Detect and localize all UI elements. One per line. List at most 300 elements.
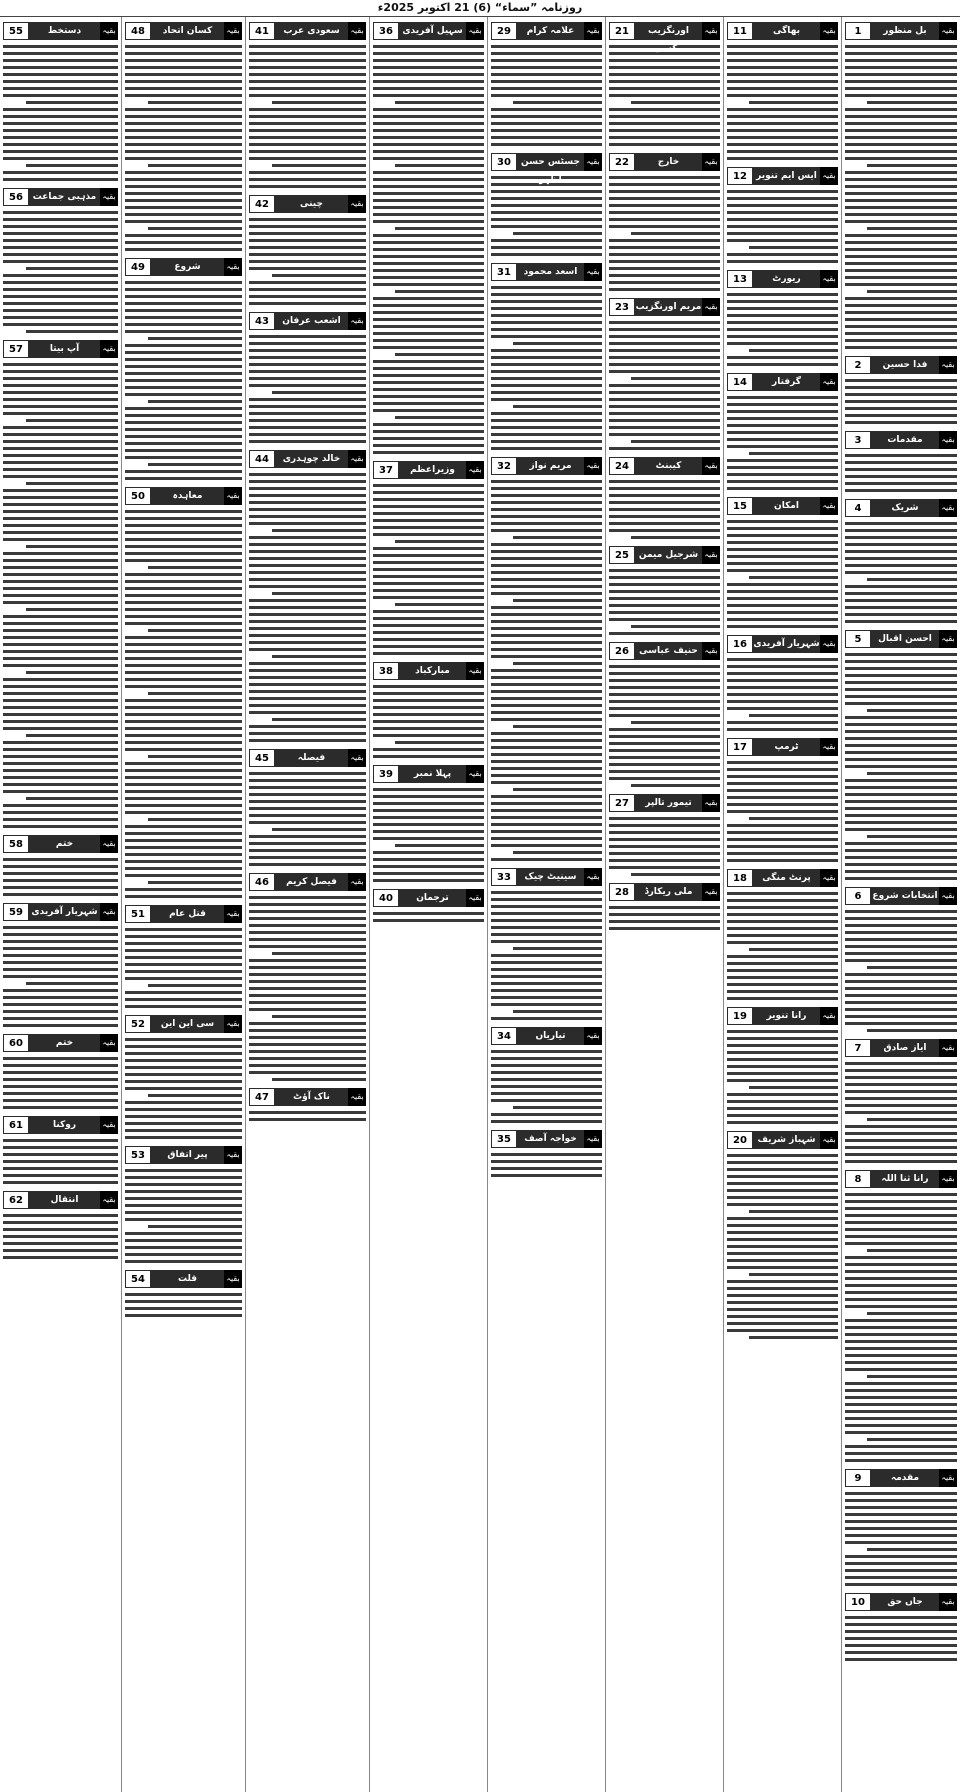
continuation-header bbox=[845, 1170, 957, 1188]
text-line bbox=[845, 1097, 957, 1100]
text-line bbox=[125, 762, 242, 765]
text-line bbox=[609, 211, 720, 214]
text-line bbox=[249, 704, 366, 707]
text-line bbox=[125, 248, 242, 251]
continuation-header bbox=[3, 1116, 118, 1134]
text-line bbox=[727, 122, 838, 125]
text-line bbox=[727, 1315, 838, 1318]
text-line bbox=[727, 115, 838, 118]
continuation-tag: بقیہ bbox=[584, 868, 602, 886]
text-line bbox=[26, 545, 118, 548]
text-line bbox=[125, 1307, 242, 1310]
text-line bbox=[727, 803, 838, 806]
text-line bbox=[727, 962, 838, 965]
text-line bbox=[845, 220, 957, 223]
continuation-number: 36 bbox=[373, 22, 399, 40]
continuation-number: 25 bbox=[609, 546, 635, 564]
text-line bbox=[609, 494, 720, 497]
article-text bbox=[727, 759, 838, 866]
text-line bbox=[491, 858, 602, 861]
text-line bbox=[373, 816, 484, 819]
text-line bbox=[845, 45, 957, 48]
article-text bbox=[125, 279, 242, 484]
text-line bbox=[3, 685, 118, 688]
text-line bbox=[373, 87, 484, 90]
continuation-tag: بقیہ bbox=[939, 887, 957, 905]
text-line bbox=[609, 342, 720, 345]
text-line bbox=[845, 606, 957, 609]
text-line bbox=[845, 1459, 957, 1462]
continuation-title: رانا ثنا اللہ bbox=[881, 1174, 929, 1184]
text-line bbox=[727, 73, 838, 76]
text-line bbox=[125, 52, 242, 55]
text-line bbox=[125, 1066, 242, 1069]
text-line bbox=[845, 1340, 957, 1343]
text-line bbox=[845, 1242, 957, 1245]
text-line bbox=[373, 402, 484, 405]
text-line bbox=[3, 975, 118, 978]
continuation-tag: بقیہ bbox=[584, 457, 602, 475]
continuation-block bbox=[727, 494, 838, 632]
text-line bbox=[26, 671, 118, 674]
text-line bbox=[845, 1022, 957, 1025]
text-line bbox=[845, 945, 957, 948]
text-line bbox=[609, 356, 720, 359]
column-3 bbox=[605, 17, 723, 1792]
text-line bbox=[249, 585, 366, 588]
text-line bbox=[749, 1273, 838, 1276]
text-line bbox=[373, 858, 484, 861]
text-line bbox=[249, 578, 366, 581]
text-line bbox=[373, 526, 484, 529]
article-text bbox=[727, 43, 838, 164]
text-line bbox=[3, 253, 118, 256]
text-line bbox=[125, 1183, 242, 1186]
text-line bbox=[727, 1065, 838, 1068]
text-line bbox=[373, 66, 484, 69]
text-line bbox=[609, 866, 720, 869]
text-line bbox=[125, 1204, 242, 1207]
text-line bbox=[125, 386, 242, 389]
text-line bbox=[373, 381, 484, 384]
text-line bbox=[513, 232, 602, 235]
text-line bbox=[727, 892, 838, 895]
text-line bbox=[373, 879, 484, 882]
text-line bbox=[373, 451, 484, 454]
text-line bbox=[3, 316, 118, 319]
article-text bbox=[845, 1060, 957, 1167]
continuation-block bbox=[491, 454, 602, 865]
text-line bbox=[491, 1153, 602, 1156]
article-text bbox=[845, 1490, 957, 1590]
text-line bbox=[148, 629, 242, 632]
text-line bbox=[491, 746, 602, 749]
text-line bbox=[609, 742, 720, 745]
article-text bbox=[845, 452, 957, 496]
text-line bbox=[148, 337, 242, 340]
text-line bbox=[373, 52, 484, 55]
text-line bbox=[3, 1085, 118, 1088]
continuation-title: کسان اتحاد bbox=[162, 26, 213, 36]
text-line bbox=[249, 550, 366, 553]
text-line bbox=[249, 377, 366, 380]
text-line bbox=[249, 697, 366, 700]
text-line bbox=[491, 239, 602, 242]
continuation-number: 50 bbox=[125, 487, 151, 505]
text-line bbox=[491, 45, 602, 48]
text-line bbox=[845, 1069, 957, 1072]
text-line bbox=[3, 178, 118, 181]
text-line bbox=[845, 489, 957, 492]
text-line bbox=[3, 706, 118, 709]
text-line bbox=[125, 220, 242, 223]
text-line bbox=[609, 183, 720, 186]
continuation-number: 15 bbox=[727, 497, 753, 515]
text-line bbox=[125, 998, 242, 1001]
text-line bbox=[491, 989, 602, 992]
text-line bbox=[249, 786, 366, 789]
text-line bbox=[249, 980, 366, 983]
text-line bbox=[373, 108, 484, 111]
text-line bbox=[3, 115, 118, 118]
text-line bbox=[491, 767, 602, 770]
continuation-title: روکنا bbox=[52, 1120, 77, 1130]
text-line bbox=[727, 321, 838, 324]
text-line bbox=[727, 520, 838, 523]
text-line bbox=[125, 832, 242, 835]
text-line bbox=[3, 218, 118, 221]
continuation-header bbox=[727, 167, 838, 185]
continuation-header bbox=[125, 1015, 242, 1033]
text-line bbox=[845, 1431, 957, 1434]
text-line bbox=[727, 527, 838, 530]
continuation-block bbox=[727, 267, 838, 370]
text-line bbox=[373, 234, 484, 237]
text-line bbox=[727, 672, 838, 675]
text-line bbox=[845, 1623, 957, 1626]
continuation-tag: بقیہ bbox=[348, 195, 366, 213]
text-line bbox=[125, 330, 242, 333]
article-text bbox=[373, 43, 484, 458]
text-line bbox=[125, 685, 242, 688]
text-line bbox=[727, 1301, 838, 1304]
continuation-header bbox=[845, 499, 957, 517]
text-line bbox=[513, 788, 602, 791]
continuation-tag: بقیہ bbox=[100, 903, 118, 921]
text-line bbox=[125, 421, 242, 424]
text-line bbox=[845, 241, 957, 244]
text-line bbox=[845, 744, 957, 747]
text-line bbox=[845, 994, 957, 997]
continuation-number: 32 bbox=[491, 457, 517, 475]
text-line bbox=[727, 824, 838, 827]
text-line bbox=[249, 1043, 366, 1046]
text-line bbox=[3, 741, 118, 744]
continuation-block bbox=[491, 19, 602, 150]
continuation-number: 39 bbox=[373, 765, 399, 783]
article-text bbox=[3, 209, 118, 337]
text-line bbox=[631, 536, 720, 539]
text-line bbox=[727, 721, 838, 724]
article-text bbox=[727, 656, 838, 735]
text-line bbox=[125, 643, 242, 646]
text-line bbox=[249, 129, 366, 132]
text-line bbox=[845, 807, 957, 810]
text-line bbox=[125, 323, 242, 326]
text-line bbox=[845, 475, 957, 478]
continuation-header bbox=[491, 1027, 602, 1045]
text-line bbox=[249, 143, 366, 146]
text-line bbox=[3, 302, 118, 305]
text-line bbox=[3, 122, 118, 125]
text-line bbox=[373, 561, 484, 564]
text-line bbox=[249, 150, 366, 153]
continuation-header bbox=[609, 153, 720, 171]
text-line bbox=[125, 783, 242, 786]
article-text bbox=[3, 1055, 118, 1113]
continuation-number: 6 bbox=[845, 887, 871, 905]
text-line bbox=[491, 781, 602, 784]
text-line bbox=[148, 566, 242, 569]
text-line bbox=[491, 1017, 602, 1020]
text-line bbox=[125, 811, 242, 814]
text-line bbox=[3, 510, 118, 513]
continuation-tag: بقیہ bbox=[702, 883, 720, 901]
continuation-number: 7 bbox=[845, 1039, 871, 1057]
text-line bbox=[491, 1167, 602, 1170]
text-line bbox=[125, 949, 242, 952]
text-line bbox=[373, 589, 484, 592]
text-line bbox=[727, 976, 838, 979]
text-line bbox=[125, 748, 242, 751]
text-line bbox=[867, 164, 957, 167]
text-line bbox=[609, 529, 720, 532]
text-line bbox=[845, 1291, 957, 1294]
text-line bbox=[609, 190, 720, 193]
text-line bbox=[249, 896, 366, 899]
continuation-title: شروع bbox=[174, 262, 201, 272]
text-line bbox=[3, 538, 118, 541]
text-line bbox=[727, 225, 838, 228]
text-line bbox=[125, 608, 242, 611]
text-line bbox=[845, 1368, 957, 1371]
text-line bbox=[727, 618, 838, 621]
text-line bbox=[3, 1153, 118, 1156]
text-line bbox=[3, 1106, 118, 1109]
continuation-tag: بقیہ bbox=[224, 258, 242, 276]
text-line bbox=[845, 1298, 957, 1301]
text-line bbox=[249, 288, 366, 291]
text-line bbox=[3, 211, 118, 214]
text-line bbox=[249, 1001, 366, 1004]
text-line bbox=[491, 293, 602, 296]
text-line bbox=[3, 225, 118, 228]
text-line bbox=[609, 665, 720, 668]
text-line bbox=[727, 1224, 838, 1227]
text-line bbox=[845, 1277, 957, 1280]
text-line bbox=[727, 899, 838, 902]
text-line bbox=[845, 814, 957, 817]
text-line bbox=[395, 416, 484, 419]
text-line bbox=[727, 625, 838, 628]
continuation-header bbox=[845, 431, 957, 449]
text-line bbox=[125, 351, 242, 354]
text-line bbox=[491, 592, 602, 595]
continuation-number: 26 bbox=[609, 642, 635, 660]
text-line bbox=[727, 775, 838, 778]
text-line bbox=[491, 564, 602, 567]
text-line bbox=[373, 283, 484, 286]
continuation-number: 34 bbox=[491, 1027, 517, 1045]
text-line bbox=[845, 931, 957, 934]
continuation-number: 40 bbox=[373, 889, 399, 907]
text-line bbox=[125, 1038, 242, 1041]
continuation-header bbox=[727, 373, 838, 391]
text-line bbox=[845, 1263, 957, 1266]
text-line bbox=[373, 157, 484, 160]
continuation-header bbox=[727, 22, 838, 40]
continuation-tag: بقیہ bbox=[224, 487, 242, 505]
text-line bbox=[845, 1583, 957, 1586]
text-line bbox=[3, 129, 118, 132]
text-line bbox=[845, 346, 957, 349]
text-line bbox=[125, 185, 242, 188]
text-line bbox=[249, 80, 366, 83]
continuation-number: 19 bbox=[727, 1007, 753, 1025]
text-line bbox=[609, 426, 720, 429]
continuation-number: 18 bbox=[727, 869, 753, 887]
text-line bbox=[125, 379, 242, 382]
text-line bbox=[609, 749, 720, 752]
continuation-block bbox=[845, 1466, 957, 1590]
text-line bbox=[609, 225, 720, 228]
continuation-header bbox=[845, 887, 957, 905]
text-line bbox=[125, 1080, 242, 1083]
text-line bbox=[3, 412, 118, 415]
text-line bbox=[845, 660, 957, 663]
text-line bbox=[727, 403, 838, 406]
text-line bbox=[125, 545, 242, 548]
article-text bbox=[125, 1036, 242, 1143]
text-line bbox=[249, 440, 366, 443]
text-line bbox=[249, 690, 366, 693]
text-line bbox=[125, 108, 242, 111]
text-line bbox=[249, 508, 366, 511]
text-line bbox=[727, 534, 838, 537]
text-line bbox=[845, 716, 957, 719]
continuation-tag: بقیہ bbox=[100, 835, 118, 853]
text-line bbox=[727, 45, 838, 48]
text-line bbox=[3, 503, 118, 506]
text-line bbox=[845, 758, 957, 761]
text-line bbox=[491, 655, 602, 658]
text-line bbox=[845, 1506, 957, 1509]
continuation-header bbox=[373, 461, 484, 479]
text-line bbox=[125, 531, 242, 534]
continuation-title: مبارکباد bbox=[415, 666, 450, 676]
text-line bbox=[845, 1008, 957, 1011]
text-line bbox=[727, 438, 838, 441]
text-line bbox=[491, 753, 602, 756]
text-line bbox=[125, 234, 242, 237]
continuation-title: ختم bbox=[55, 839, 74, 849]
article-text bbox=[125, 1167, 242, 1267]
text-line bbox=[845, 1160, 957, 1163]
text-line bbox=[845, 1076, 957, 1079]
text-line bbox=[491, 1099, 602, 1102]
text-line bbox=[727, 665, 838, 668]
text-line bbox=[125, 573, 242, 576]
text-line bbox=[3, 587, 118, 590]
text-line bbox=[125, 80, 242, 83]
text-line bbox=[609, 288, 720, 291]
text-line bbox=[249, 302, 366, 305]
text-line bbox=[727, 1182, 838, 1185]
text-line bbox=[272, 1078, 366, 1081]
text-line bbox=[3, 692, 118, 695]
text-line bbox=[845, 910, 957, 913]
text-line bbox=[3, 940, 118, 943]
article-text bbox=[845, 377, 957, 428]
text-line bbox=[727, 473, 838, 476]
text-line bbox=[609, 197, 720, 200]
text-line bbox=[727, 969, 838, 972]
text-line bbox=[272, 101, 366, 104]
continuation-tag: بقیہ bbox=[939, 22, 957, 40]
continuation-block bbox=[609, 880, 720, 934]
text-line bbox=[373, 631, 484, 634]
text-line bbox=[727, 253, 838, 256]
text-line bbox=[373, 713, 484, 716]
text-line bbox=[125, 874, 242, 877]
text-line bbox=[845, 613, 957, 616]
article-text bbox=[609, 174, 720, 295]
text-line bbox=[491, 246, 602, 249]
text-line bbox=[373, 596, 484, 599]
text-line bbox=[373, 554, 484, 557]
text-line bbox=[249, 959, 366, 962]
continuation-tag: بقیہ bbox=[820, 497, 838, 515]
continuation-header bbox=[609, 883, 720, 901]
text-line bbox=[491, 648, 602, 651]
text-line bbox=[249, 966, 366, 969]
text-line bbox=[845, 522, 957, 525]
text-line bbox=[26, 797, 118, 800]
text-line bbox=[249, 426, 366, 429]
text-line bbox=[845, 157, 957, 160]
text-line bbox=[727, 1044, 838, 1047]
text-line bbox=[249, 571, 366, 574]
text-line bbox=[373, 685, 484, 688]
text-line bbox=[26, 982, 118, 985]
text-line bbox=[845, 1153, 957, 1156]
text-line bbox=[125, 241, 242, 244]
text-line bbox=[249, 739, 366, 742]
text-line bbox=[373, 706, 484, 709]
text-line bbox=[249, 1008, 366, 1011]
continuation-header bbox=[609, 298, 720, 316]
text-line bbox=[395, 540, 484, 543]
continuation-block bbox=[845, 353, 957, 428]
continuation-tag: بقیہ bbox=[100, 22, 118, 40]
text-line bbox=[491, 253, 602, 256]
article-text bbox=[491, 889, 602, 1024]
continuation-title: ریورٹ bbox=[772, 274, 801, 284]
text-line bbox=[373, 318, 484, 321]
text-line bbox=[609, 143, 720, 146]
text-line bbox=[3, 1099, 118, 1102]
text-line bbox=[845, 1445, 957, 1448]
